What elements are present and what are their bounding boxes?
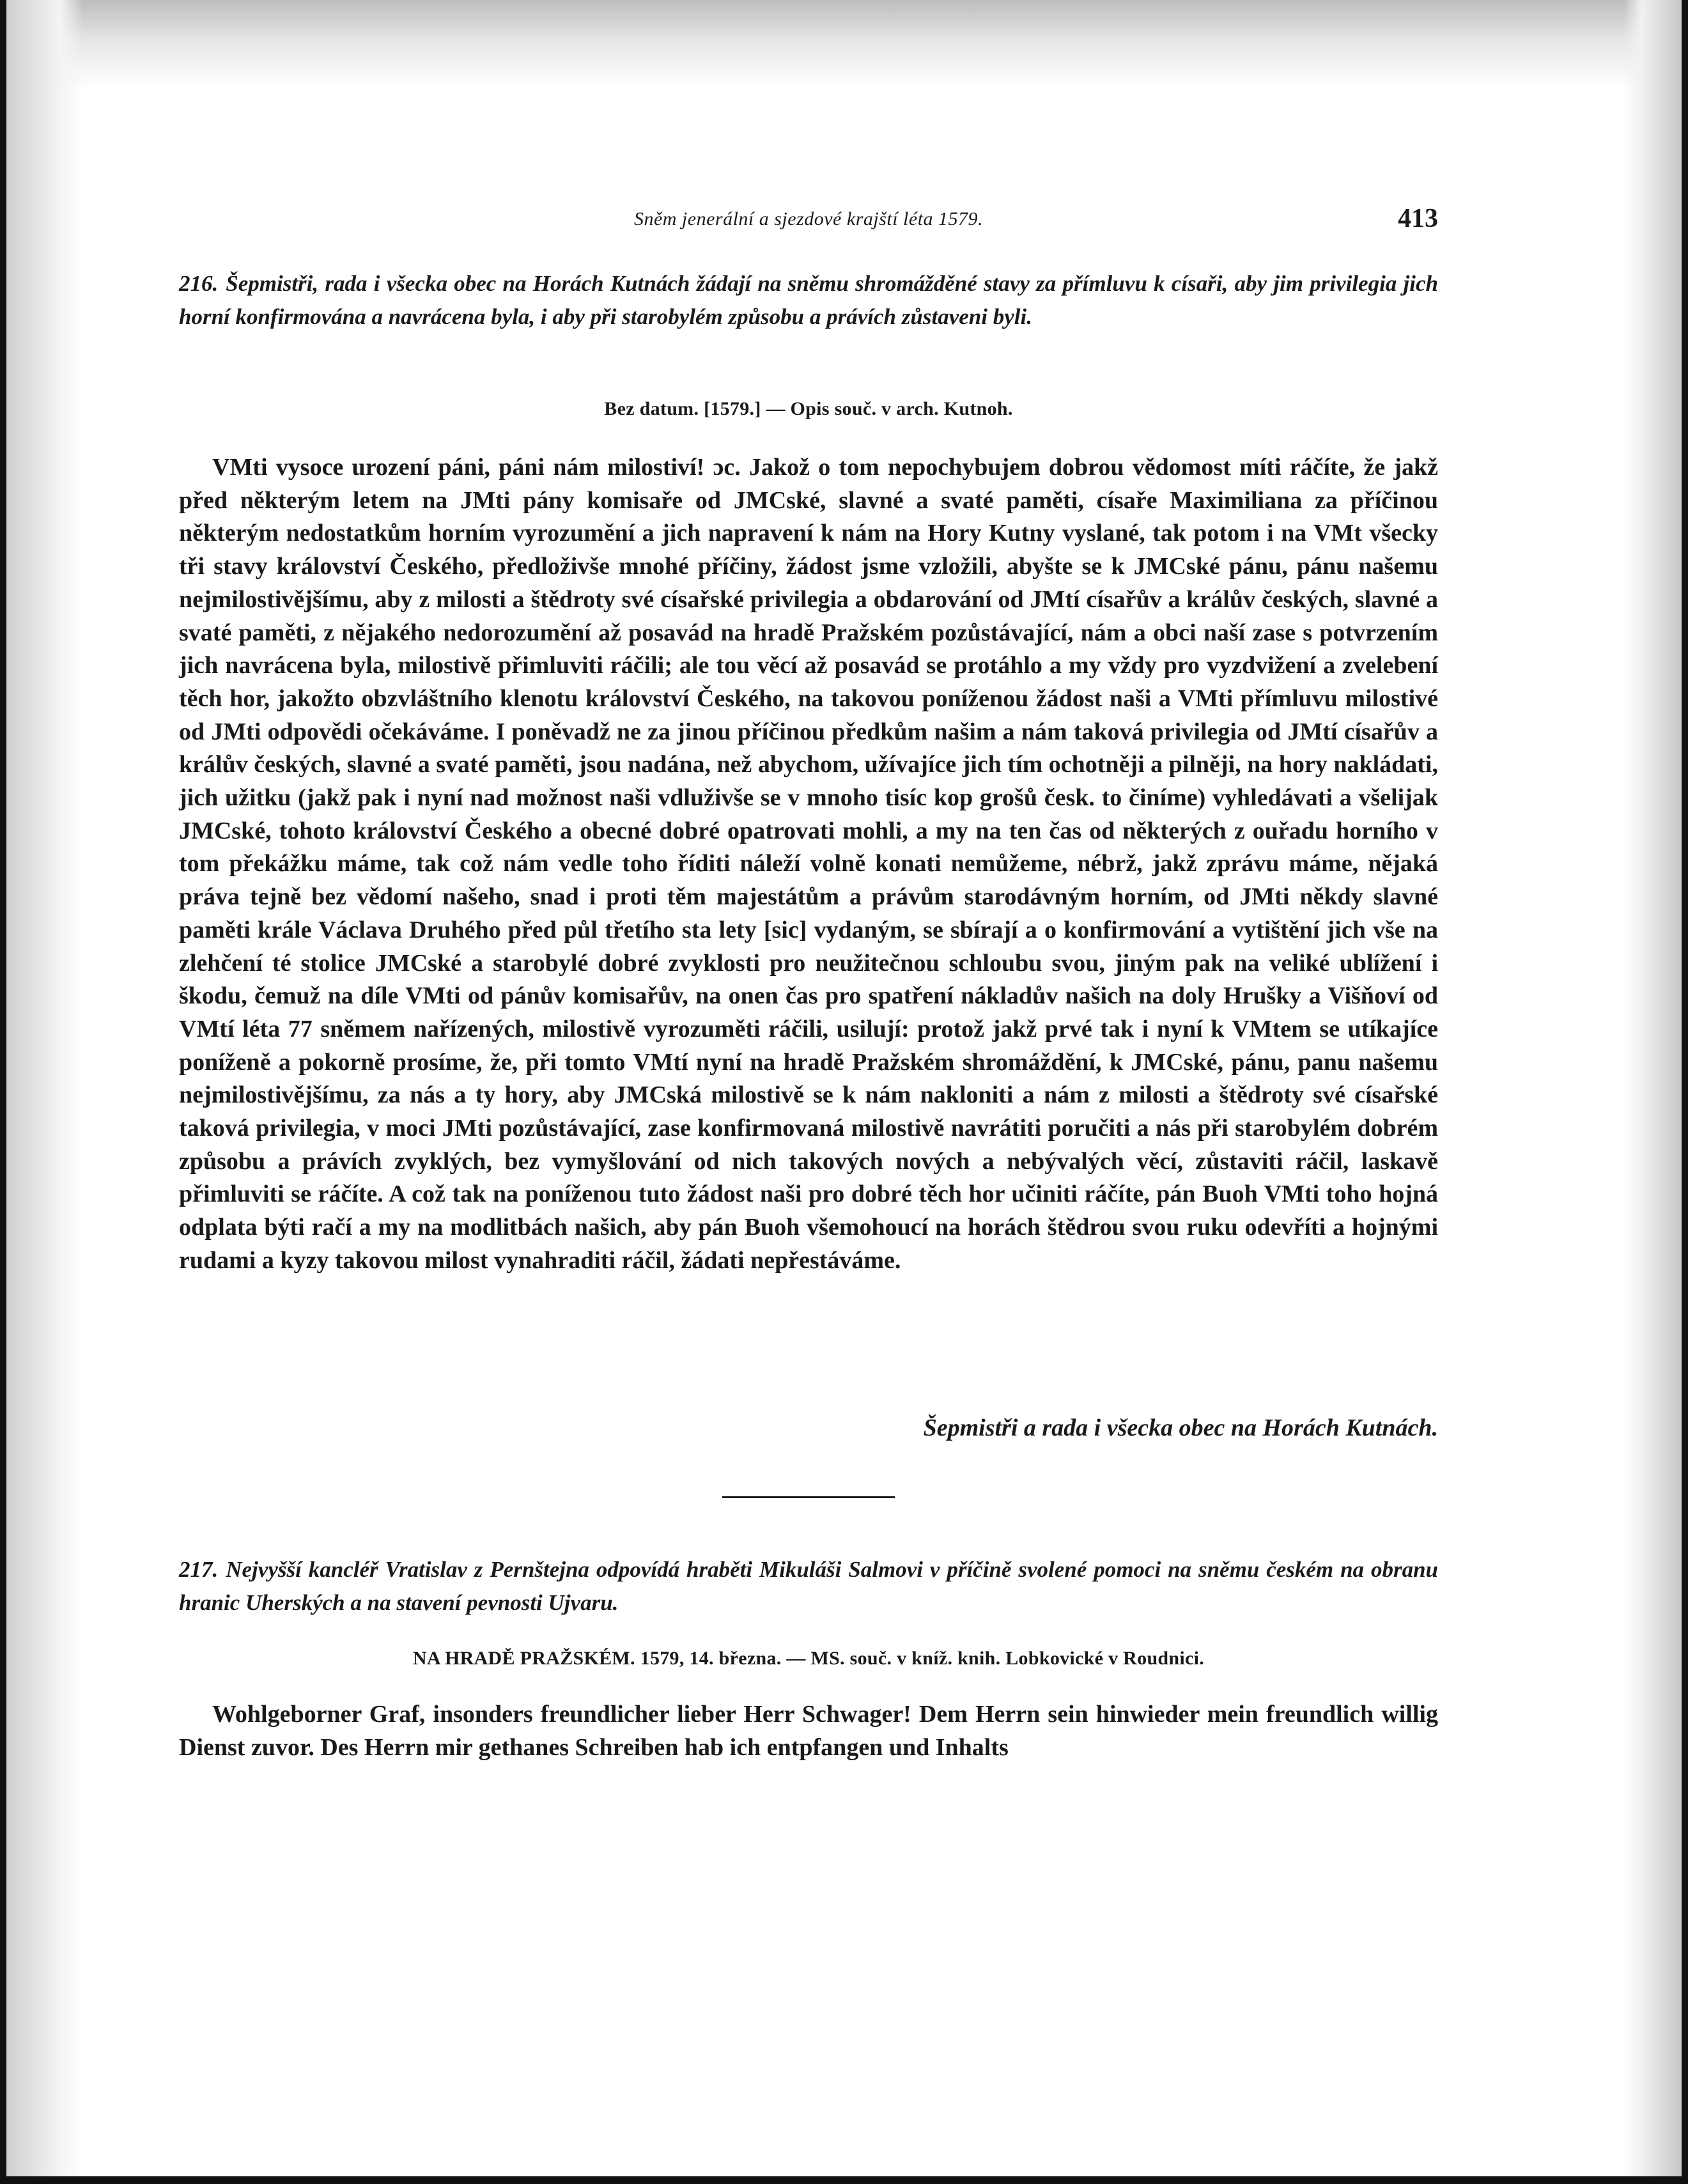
scan-shadow-left: [6, 0, 83, 2176]
document-216-heading: [179, 267, 1438, 334]
document-216-signature: Šepmistři a rada i všecka obec na Horách Kutnách.: [923, 1414, 1438, 1441]
scan-shadow-top: [0, 0, 1688, 89]
document-216-heading-text: Šepmistři, rada i všecka obec na Horách Kutnách žádají na sněmu shromážděné stavy za přímluvu k císaři, aby jim privilegia jich horní konfirmována a navrácena byla, i aby při starobylém způsobu a právích zůstaveni byli.: [179, 271, 1438, 329]
running-head: [179, 203, 1438, 235]
document-217-body: Wohlgeborner Graf, insonders freundlicher lieber Herr Schwager! Dem Herrn sein hinwieder mein freundlich willig Dienst zuvor. Des Herrn mir gethanes Schreiben hab ich entpfangen und Inhalts: [179, 1701, 1438, 1761]
document-216-body: VMti vysoce urození páni, páni nám milostiví! ɔc. Jakož o tom nepochybujem dobrou vědomost míti ráčíte, že jakž před některým letem na JMti pány komisaře od JMCské, slavné a svaté paměti, císaře Maximiliana za příčinou některým nedostatkům horním vyrozumění a jich napravení k nám na Hory Kutny vyslané, tak potom i na VMt všecky tři stavy království Českého, předloživše mnohé příčiny, žádost jsme vzložili, abyšte se k JMCské pánu, pánu našemu nejmilostivějšímu, aby z milosti a štědroty své císařské privilegia a obdarování od JMtí císařův a králův českých, slavné a svaté paměti, z nějakého nedorozumění až posavád na hradě Pražském pozůstávající, nám a obci naší zase s potvrzením jich navrácena byla, milostivě přimluviti ráčili; ale tou věcí až posavád se protáhlo a my vždy pro vyzdvižení a zvelebení těch hor, jakožto obzvláštního klenotu království Českého, na takovou poníženou žádost naši a VMti přímluvu milostivé od JMti odpovědi očekáváme. I poněvadž ne za jinou příčinou předkům našim a nám taková privilegia od JMtí císařův a králův českých, slavné a svaté paměti, jsou nadána, než abychom, užívajíce jich tím ochotněji a pilněji, na hory nakládati, jich užitku (jakž pak i nyní nad možnost naši vdluživše se v mnoho tisíc kop grošů česk. to činíme) vyhledávati a všelijak JMCské, tohoto království Českého a obecné dobré opatrovati mohli, a my na ten čas od některých z ouřadu horního v tom překážku máme, tak což nám vedle toho říditi náleží volně konati nemůžeme, nébrž, jakž zprávu máme, nějaká práva tejně bez vědomí našeho, snad i proti těm majestátům a právům starodávným horním, od JMti někdy slavné paměti krále Václava Druhého před půl třetího sta lety [sic] vydaným, se sbírají a o konfirmování a vytištění jich vše na zlehčení té stolice JMCské a starobylé dobré zvyklosti pro neužitečnou schloubu svou, jiným pak na veliké ublížení i škodu, čemuž na díle VMti od pánův komisařův, na onen čas pro spatření nákladův našich na doly Hrušky a Višňoví od VMtí léta 77 sněmem nařízených, milostivě vyrozuměti ráčili, usilují: protož jakž prvé tak i nyní k VMtem se utíkajíce poníženě a pokorně prosíme, že, při tomto VMtí nyní na hradě Pražském shromáždění, k JMCské, pánu, panu našemu nejmilostivějšímu, za nás a ty hory, aby JMCská milostivě se k nám nakloniti a nám z milosti a štědroty své císařské taková privilegia, v moci JMti pozůstávající, zase konfirmovaná milostivě navrátiti poručiti a nás při starobylém dobrém způsobu a právích zvyklých, bez vymyšlování od nich takových nových a nebývalých věcí, zůstaviti ráčil, laskavě přimluviti se ráčíte. A což tak na poníženou tuto žádost naši pro dobré těch hor učiniti ráčíte, pán Buoh VMti toho hojná odplata býti račí a my na modlitbách našich, aby pán Buoh všemohoucí na horách štědrou svou ruku odevříti a hojnými rudami a kyzy takovou milost vynahraditi ráčil, žádati nepřestáváme.: [179, 454, 1438, 1274]
document-217-heading: [179, 1553, 1438, 1620]
scan-shadow-right: [1624, 0, 1682, 2176]
page-number: 413: [1398, 204, 1438, 233]
document-216-source: Bez datum. [1579.] — Opis souč. v arch. Kutnoh.: [604, 398, 1013, 419]
document-216-number: 216.: [179, 271, 219, 296]
document-217-heading-text: Nejvyšší kancléř Vratislav z Pernštejna odpovídá hraběti Mikuláši Salmovi v příčině svolené pomoci na sněmu českém na obranu hranic Uherských a na stavení pevnosti Ujvaru.: [179, 1557, 1438, 1615]
running-title: Sněm jenerální a sjezdové krajští léta 1579.: [633, 208, 984, 229]
document-217-number: 217.: [179, 1557, 219, 1582]
section-separator: [722, 1496, 895, 1498]
document-217-source: NA HRADĚ PRAŽSKÉM. 1579, 14. března. — MS. souč. v kníž. knih. Lobkovické v Roudnici.: [412, 1648, 1205, 1669]
